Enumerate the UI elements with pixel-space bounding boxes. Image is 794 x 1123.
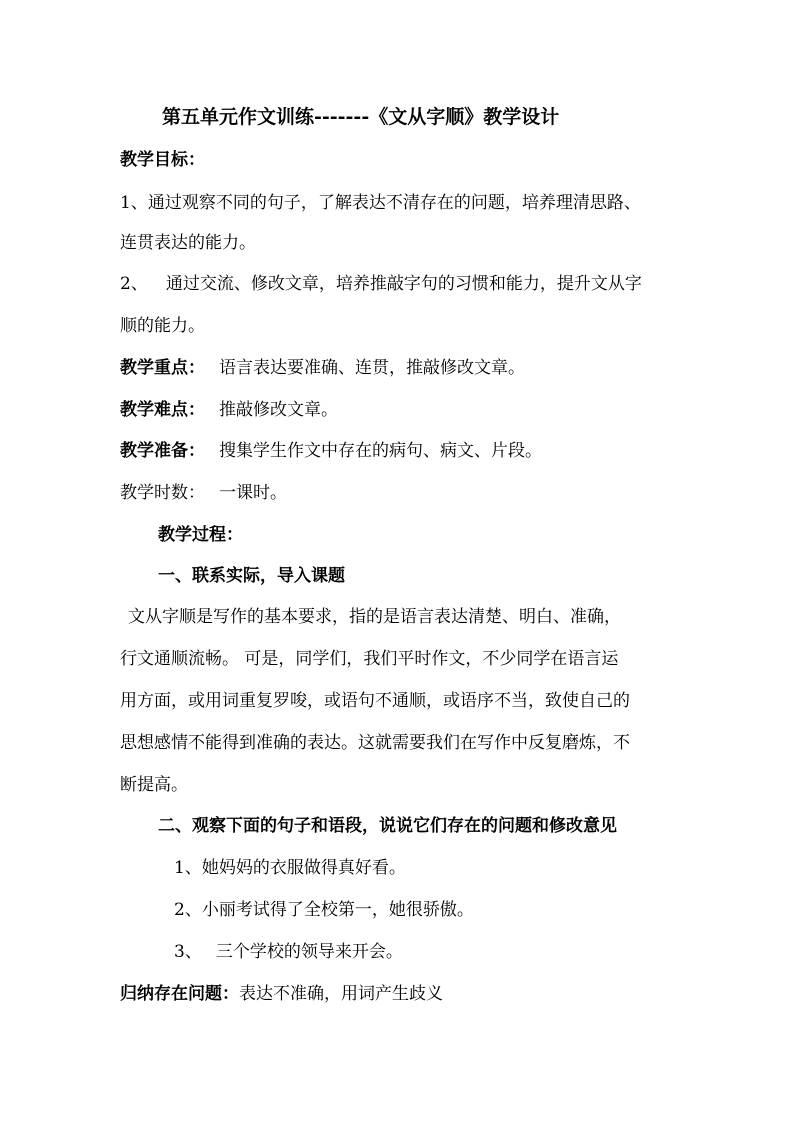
hours-label: 教学时数：: [120, 483, 205, 503]
section-1-paragraph-line: 用方面，或用词重复罗唆，或语句不通顺，或语序不当，致使自己的: [120, 691, 630, 711]
preparation-label: 教学准备：: [120, 441, 205, 461]
key-point-row: [120, 357, 525, 379]
objective-2-text: 通过交流、修改文章，培养推敲字句的习惯和能力，提升文从字: [165, 274, 642, 294]
objectives-heading: 教学目标：: [120, 150, 205, 170]
objective-1-line-1: 1、通过观察不同的句子，了解表达不清存在的问题，培养理清思路、: [120, 193, 641, 213]
section-1-paragraph-line: 思想感情不能得到准确的表达。这就需要我们在写作中反复磨炼，不: [120, 733, 630, 753]
objective-2-line-1: [120, 273, 642, 295]
difficulty-text: 推敲修改文章。: [219, 400, 338, 420]
key-point-label: 教学重点：: [120, 358, 205, 378]
objective-2-line-2: 顺的能力。: [120, 316, 205, 336]
objective-2-number: 2、: [120, 274, 148, 294]
hours-row: [120, 482, 287, 504]
summary-text: 表达不准确，用词产生歧义: [239, 984, 443, 1004]
example-3-text: 三个学校的领导来开会。: [215, 942, 403, 962]
section-2-heading: 二、观察下面的句子和语段，说说它们存在的问题和修改意见: [158, 816, 617, 836]
preparation-row: [120, 440, 542, 462]
difficulty-row: [120, 399, 338, 421]
objective-1-line-2: 连贯表达的能力。: [120, 233, 256, 253]
summary-label: 归纳存在问题：: [120, 984, 239, 1004]
process-heading: 教学过程：: [158, 525, 243, 545]
example-3-number: 3、: [174, 942, 202, 962]
hours-text: 一课时。: [219, 483, 287, 503]
section-1-paragraph-line: 行文通顺流畅。 可是，同学们，我们平时作文，不少同学在语言运: [120, 649, 619, 669]
example-sentence-2: 2、小丽考试得了全校第一，她很骄傲。: [174, 900, 474, 920]
summary-row: [120, 983, 443, 1005]
example-sentence-1: 1、她妈妈的衣服做得真好看。: [174, 858, 406, 878]
difficulty-label: 教学难点：: [120, 400, 205, 420]
document-title: 第五单元作文训练-------《文从字顺》教学设计: [162, 106, 560, 128]
key-point-text: 语言表达要准确、连贯，推敲修改文章。: [219, 358, 525, 378]
section-1-heading: 一、联系实际，导入课题: [158, 566, 345, 586]
preparation-text: 搜集学生作文中存在的病句、病文、片段。: [219, 441, 542, 461]
section-1-paragraph-line: 断提高。: [120, 775, 188, 795]
section-1-paragraph-line: 文从字顺是写作的基本要求，指的是语言表达清楚、明白、准确，: [128, 607, 621, 627]
example-sentence-3: [174, 941, 403, 963]
